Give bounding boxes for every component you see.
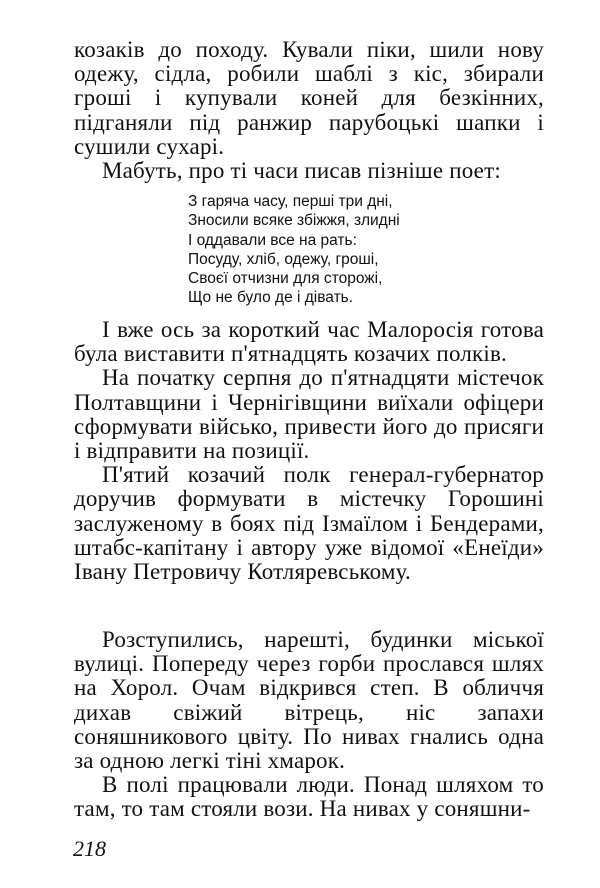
poem-line: Що не було де і дівать. — [188, 289, 354, 307]
paragraph-group-bottom — [74, 628, 544, 822]
paragraph-group-middle — [74, 318, 544, 584]
paragraph-6: Розступились, нарешті, будинки міської вулиці. Попереду через горби прослався шлях на Хорол. Очам відкрився степ. В обличчя дихав свіжий вітрець, ніс запахи соняшникового цвіту. По нивах гнались одна за одною легкі тіні хмарок. — [74, 627, 544, 774]
poem-line: Своєї отчизни для сторожі, — [188, 270, 383, 288]
paragraph-4: На початку серпня до п'ятнадцяти містечок Полтавщини і Чернігівщини виїхали офіцери сформувати військо, привести його до присяги і відправити на позиції. — [74, 365, 544, 464]
poem-line: Посуду, хліб, одежу, гроші, — [188, 250, 379, 268]
poem-line: І оддавали все на рать: — [188, 231, 357, 249]
poem-quote — [188, 192, 488, 308]
paragraph-5: П'ятий козачий полк генерал-губернатор доручив формувати в містечку Горошині заслуженому в боях під Ізмаїлом і Бендерами, штабс-капітану і автору уже відомої «Енеїди» Івану Петровичу Котляревському. — [74, 462, 544, 585]
paragraph-2: Мабуть, про ті часи писав пізніше поет: — [102, 158, 501, 184]
poem-line: З гаряча часу, перші три дні, — [188, 193, 393, 210]
paragraph-3: І вже ось за короткий час Малоросія готова була виставити п'ятнадцять козачих полків. — [74, 317, 544, 367]
page-number: 218 — [73, 836, 106, 861]
paragraph-group-top — [74, 38, 544, 183]
poem-line: Зносили всяке збіжжя, злидні — [188, 212, 400, 230]
paragraph-7: В полі працювали люди. Понад шляхом то там, то там стояли вози. На нивах у соняшни- — [74, 772, 544, 822]
paragraph-1: козаків до походу. Кували піки, шили нову одежу, сідла, робили шаблі з кіс, збирали гроші і купували коней для безкінних, підганяли під ранжир парубоцькі шапки і сушили сухарі. — [74, 37, 544, 159]
